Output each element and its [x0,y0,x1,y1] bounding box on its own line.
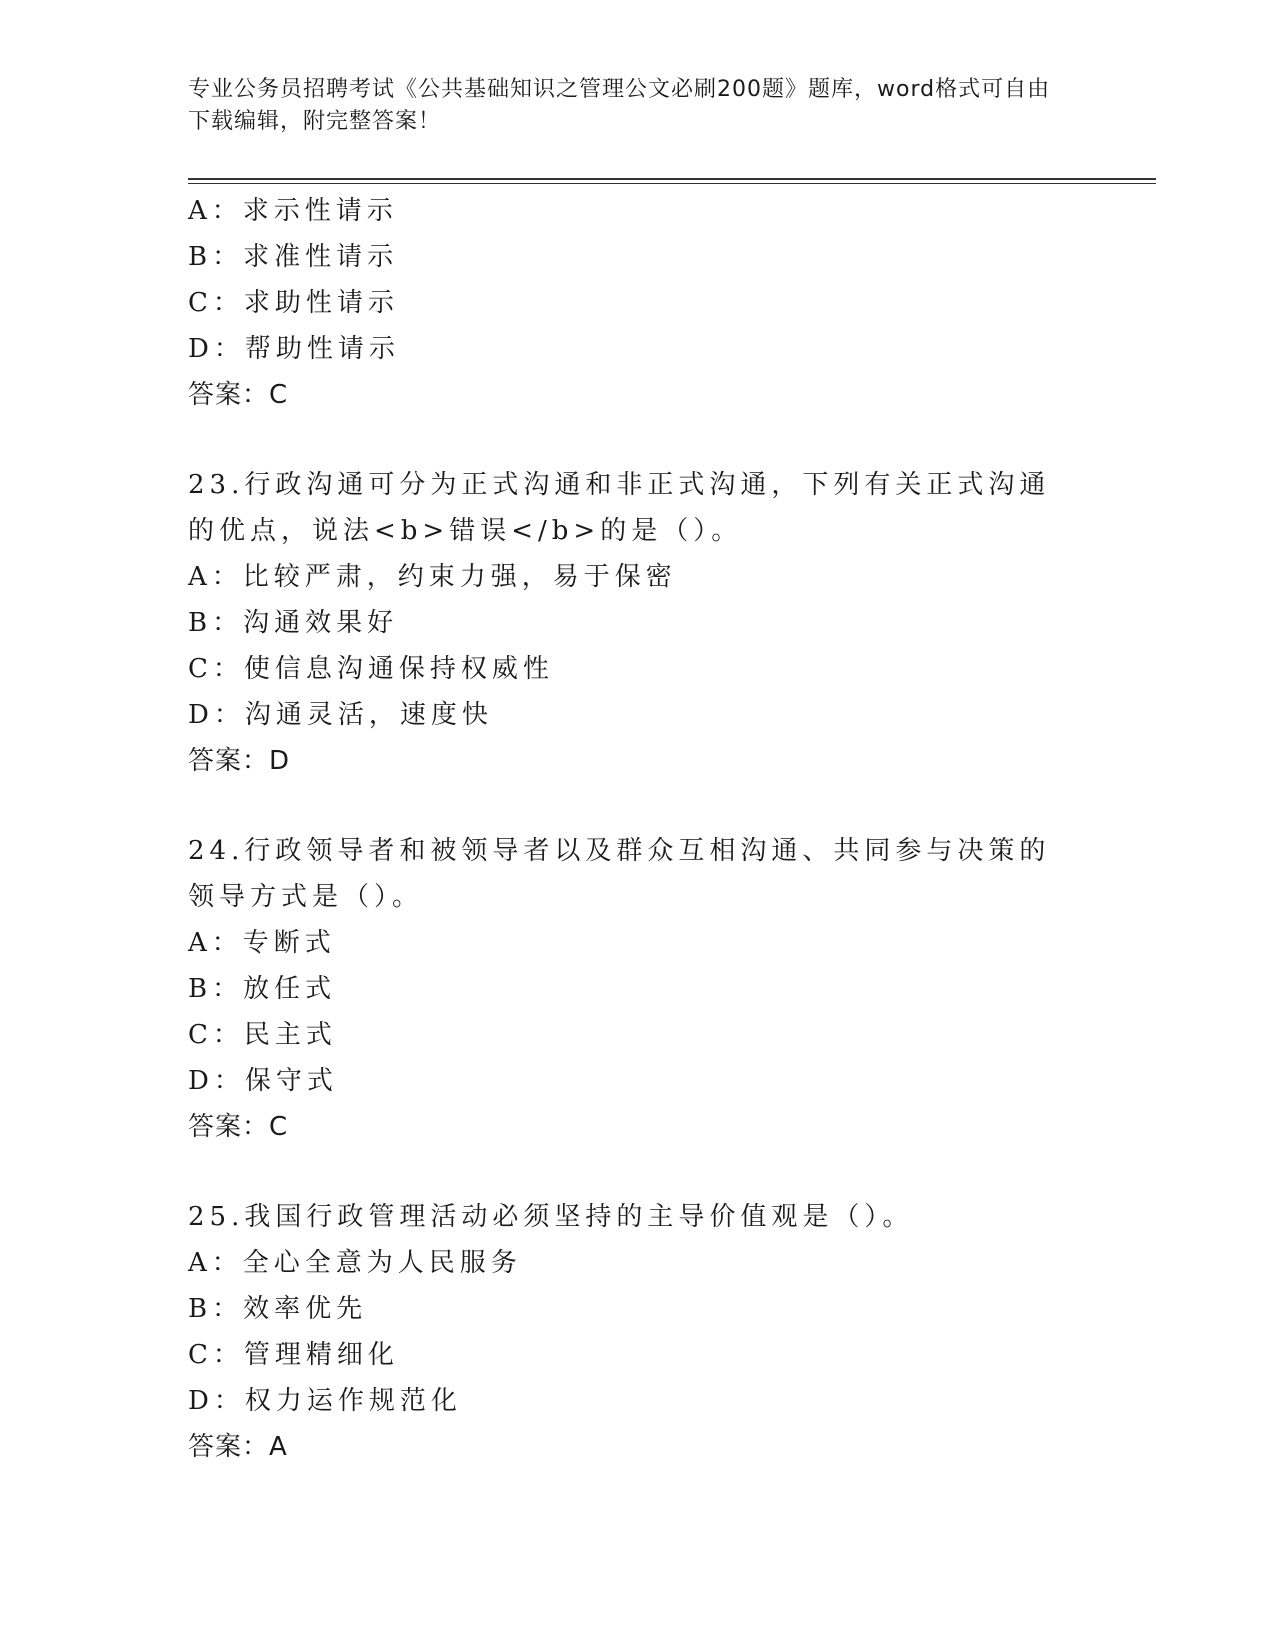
option-a: A：专断式 [188,928,336,958]
question-text: 24.行政领导者和被领导者以及群众互相沟通、共同参与决策的领导方式是（）。 [188,836,1051,912]
answer-line: 答案：D [188,746,291,776]
option-a: A：求示性请示 [188,196,398,226]
page-header: 专业公务员招聘考试《公共基础知识之管理公文必刷200题》题库，word格式可自由下载编辑，附完整答案！ [188,77,1051,134]
question-block-25 [188,1194,1088,1470]
option-a: A：比较严肃，约束力强，易于保密 [188,562,677,592]
option-b: B：效率优先 [188,1294,368,1324]
option-b: B：放任式 [188,974,337,1004]
header-rule-thick [188,178,1156,180]
answer-line: 答案：A [188,1432,288,1462]
option-a: A：全心全意为人民服务 [188,1248,522,1278]
answer-line: 答案：C [188,380,289,410]
option-c: C：使信息沟通保持权威性 [188,654,554,684]
option-c: C：求助性请示 [188,288,399,318]
option-c: C：民主式 [188,1020,337,1050]
option-d: D：保守式 [188,1066,338,1096]
option-d: D：权力运作规范化 [188,1386,462,1416]
option-b: B：沟通效果好 [188,608,399,638]
header-rule-thin [188,183,1156,184]
option-b: B：求准性请示 [188,242,399,272]
answer-line: 答案：C [188,1112,289,1142]
option-d: D：沟通灵活，速度快 [188,700,493,730]
question-text: 23.行政沟通可分为正式沟通和非正式沟通，下列有关正式沟通的优点，说法<b>错误</b>的是（）。 [188,470,1051,546]
previous-question-block [188,188,1088,418]
question-block-24 [188,828,1088,1150]
question-text: 25.我国行政管理活动必须坚持的主导价值观是（）。 [188,1202,914,1232]
question-block-23 [188,462,1088,784]
option-c: C：管理精细化 [188,1340,399,1370]
question-content [188,188,1088,1470]
option-d: D：帮助性请示 [188,334,400,364]
